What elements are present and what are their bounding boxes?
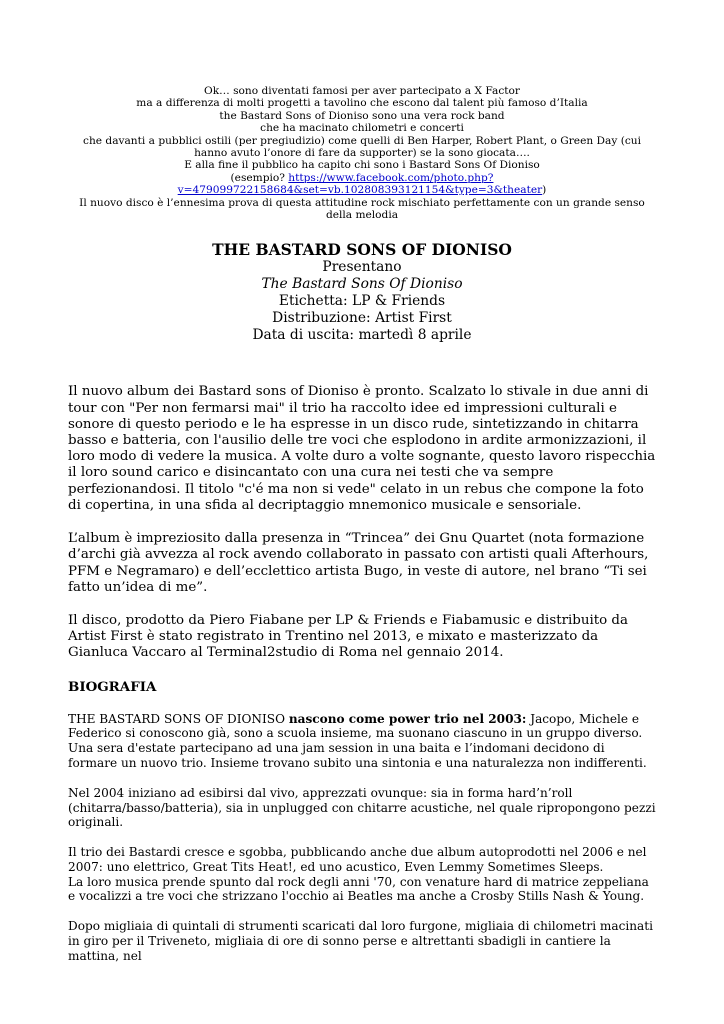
bio-bold-phrase: nascono come power trio nel 2003: [288,711,527,726]
intro-line: ma a differenza di molti progetti a tavolino che escono dal talent più famoso d’Italia [136,97,588,110]
biography-paragraph: Dopo migliaia di quintali di strumenti scaricati dal loro furgone, migliaia di chilometri macinati in giro per il Triveneto, migliaia di ore di sonno perse e altrettanti sbadigli in cantiere la mattina, nel [68,919,653,963]
intro-line: che ha macinato chilometri e concerti [260,122,464,135]
album-production-paragraph: Il disco, prodotto da Piero Fiabane per LP & Friends e Fiabamusic e distribuito da Artist First è stato registrato in Trentino nel 2013, e mixato e masterizzato da Gianluca Vaccaro al Terminal2studio di Roma nel gennaio 2014. [68,612,628,661]
album-description-paragraph: Il nuovo album dei Bastard sons of Dioniso è pronto. Scalzato lo stivale in due anni di tour con "Per non fermarsi mai" il trio ha raccolto idee ed impressioni culturali e sonore di questo periodo e le ha espresse in un disco rude, sintetizzando in chitarra basso e batteria, con l'ausilio delle tre voci che esplodono in ardite armonizzazioni, il loro modo di vedere la musica. A volte duro a volte sognante, questo lavoro rispecchia il loro sound carico e disincantato con una cura nei testi che va sempre perfezionandosi. Il titolo "c'é ma non si vede" celato in un rebus che compone la foto di copertina, in una sfida al decriptaggio mnemonico musicale e sensoriale. [68,384,656,513]
facebook-link[interactable]: https://www.facebook.com/photo.php?v=479099722158684&set=vb.102808393121154&type=3&theater [177,171,543,197]
album-guests-paragraph: L’album è impreziosito dalla presenza in “Trincea” dei Gnu Quartet (nota formazione d’archi già avvezza al rock avendo collaborato in passato con artisti quali Afterhours, PFM e Negramaro) e dell’ecclettico artista Bugo, in veste di autore, nel brano “Ti sei fatto un’idea di me”. [68,531,649,595]
band-title: THE BASTARD SONS OF DIONISO [212,240,512,260]
biography-paragraph: Nel 2004 iniziano ad esibirsi dal vivo, apprezzati ovunque: sia in forma hard’n’roll (chitarra/basso/batteria), sia in unplugged con chitarre acustiche, nel quale ripropongono pezzi originali. [68,785,656,830]
intro-block [68,85,656,221]
biography-paragraph [68,712,656,771]
distribution-line: Distribuzione: Artist First [272,310,452,327]
intro-line: che davanti a pubblici ostili (per pregiudizio) come quelli di Ben Harper, Robert Plant, o Green Day (cui hanno avuto l’onore di fare da supporter) se la sono giocata…. [83,134,641,160]
release-date-line: Data di uscita: martedì 8 aprile [252,327,472,344]
intro-example [68,172,656,197]
bio-text: Jacopo, Michele e Federico si conoscono già, sono a scuola insieme, ma suonano ciascuno in un gruppo diverso. Una sera d'estate partecipano ad una jam session in una baita e l’indomani decidono di formare un nuovo trio. Insieme trovano subito una sintonia e una naturalezza non indifferenti. [68,711,647,770]
intro-line: E alla fine il pubblico ha capito chi sono i Bastard Sons Of Dioniso [184,159,540,172]
album-title: The Bastard Sons Of Dioniso [261,276,463,293]
bio-band-name: THE BASTARD SONS OF DIONISO [68,711,289,726]
biography-heading: BIOGRAFIA [68,678,157,695]
biography-paragraph: La loro musica prende spunto dal rock degli anni '70, con venature hard di matrice zeppeliana e vocalizzi a tre voci che strizzano l'occhio ai Beatles ma anche a Crosby Stills Nash & Young. [68,874,649,904]
example-prefix: (esempio? [230,171,289,184]
biography-paragraph-group [68,845,656,904]
example-suffix: ) [542,184,547,197]
intro-line: Ok… sono diventati famosi per aver partecipato a X Factor [204,85,520,97]
intro-closing: Il nuovo disco è l’ennesima prova di questa attitudine rock mischiato perfettamente con un grande senso della melodia [79,196,645,222]
biography-paragraph: Il trio dei Bastardi cresce e sgobba, pubblicando anche due album autoprodotti nel 2006 e nel 2007: uno elettrico, Great Tits Heat!, ed uno acustico, Even Lemmy Sometimes Sleeps. [68,845,647,874]
intro-line: the Bastard Sons of Dioniso sono una vera rock band [219,109,505,122]
presents-line: Presentano [322,259,402,276]
label-line: Etichetta: LP & Friends [278,293,446,310]
release-header [68,241,656,344]
